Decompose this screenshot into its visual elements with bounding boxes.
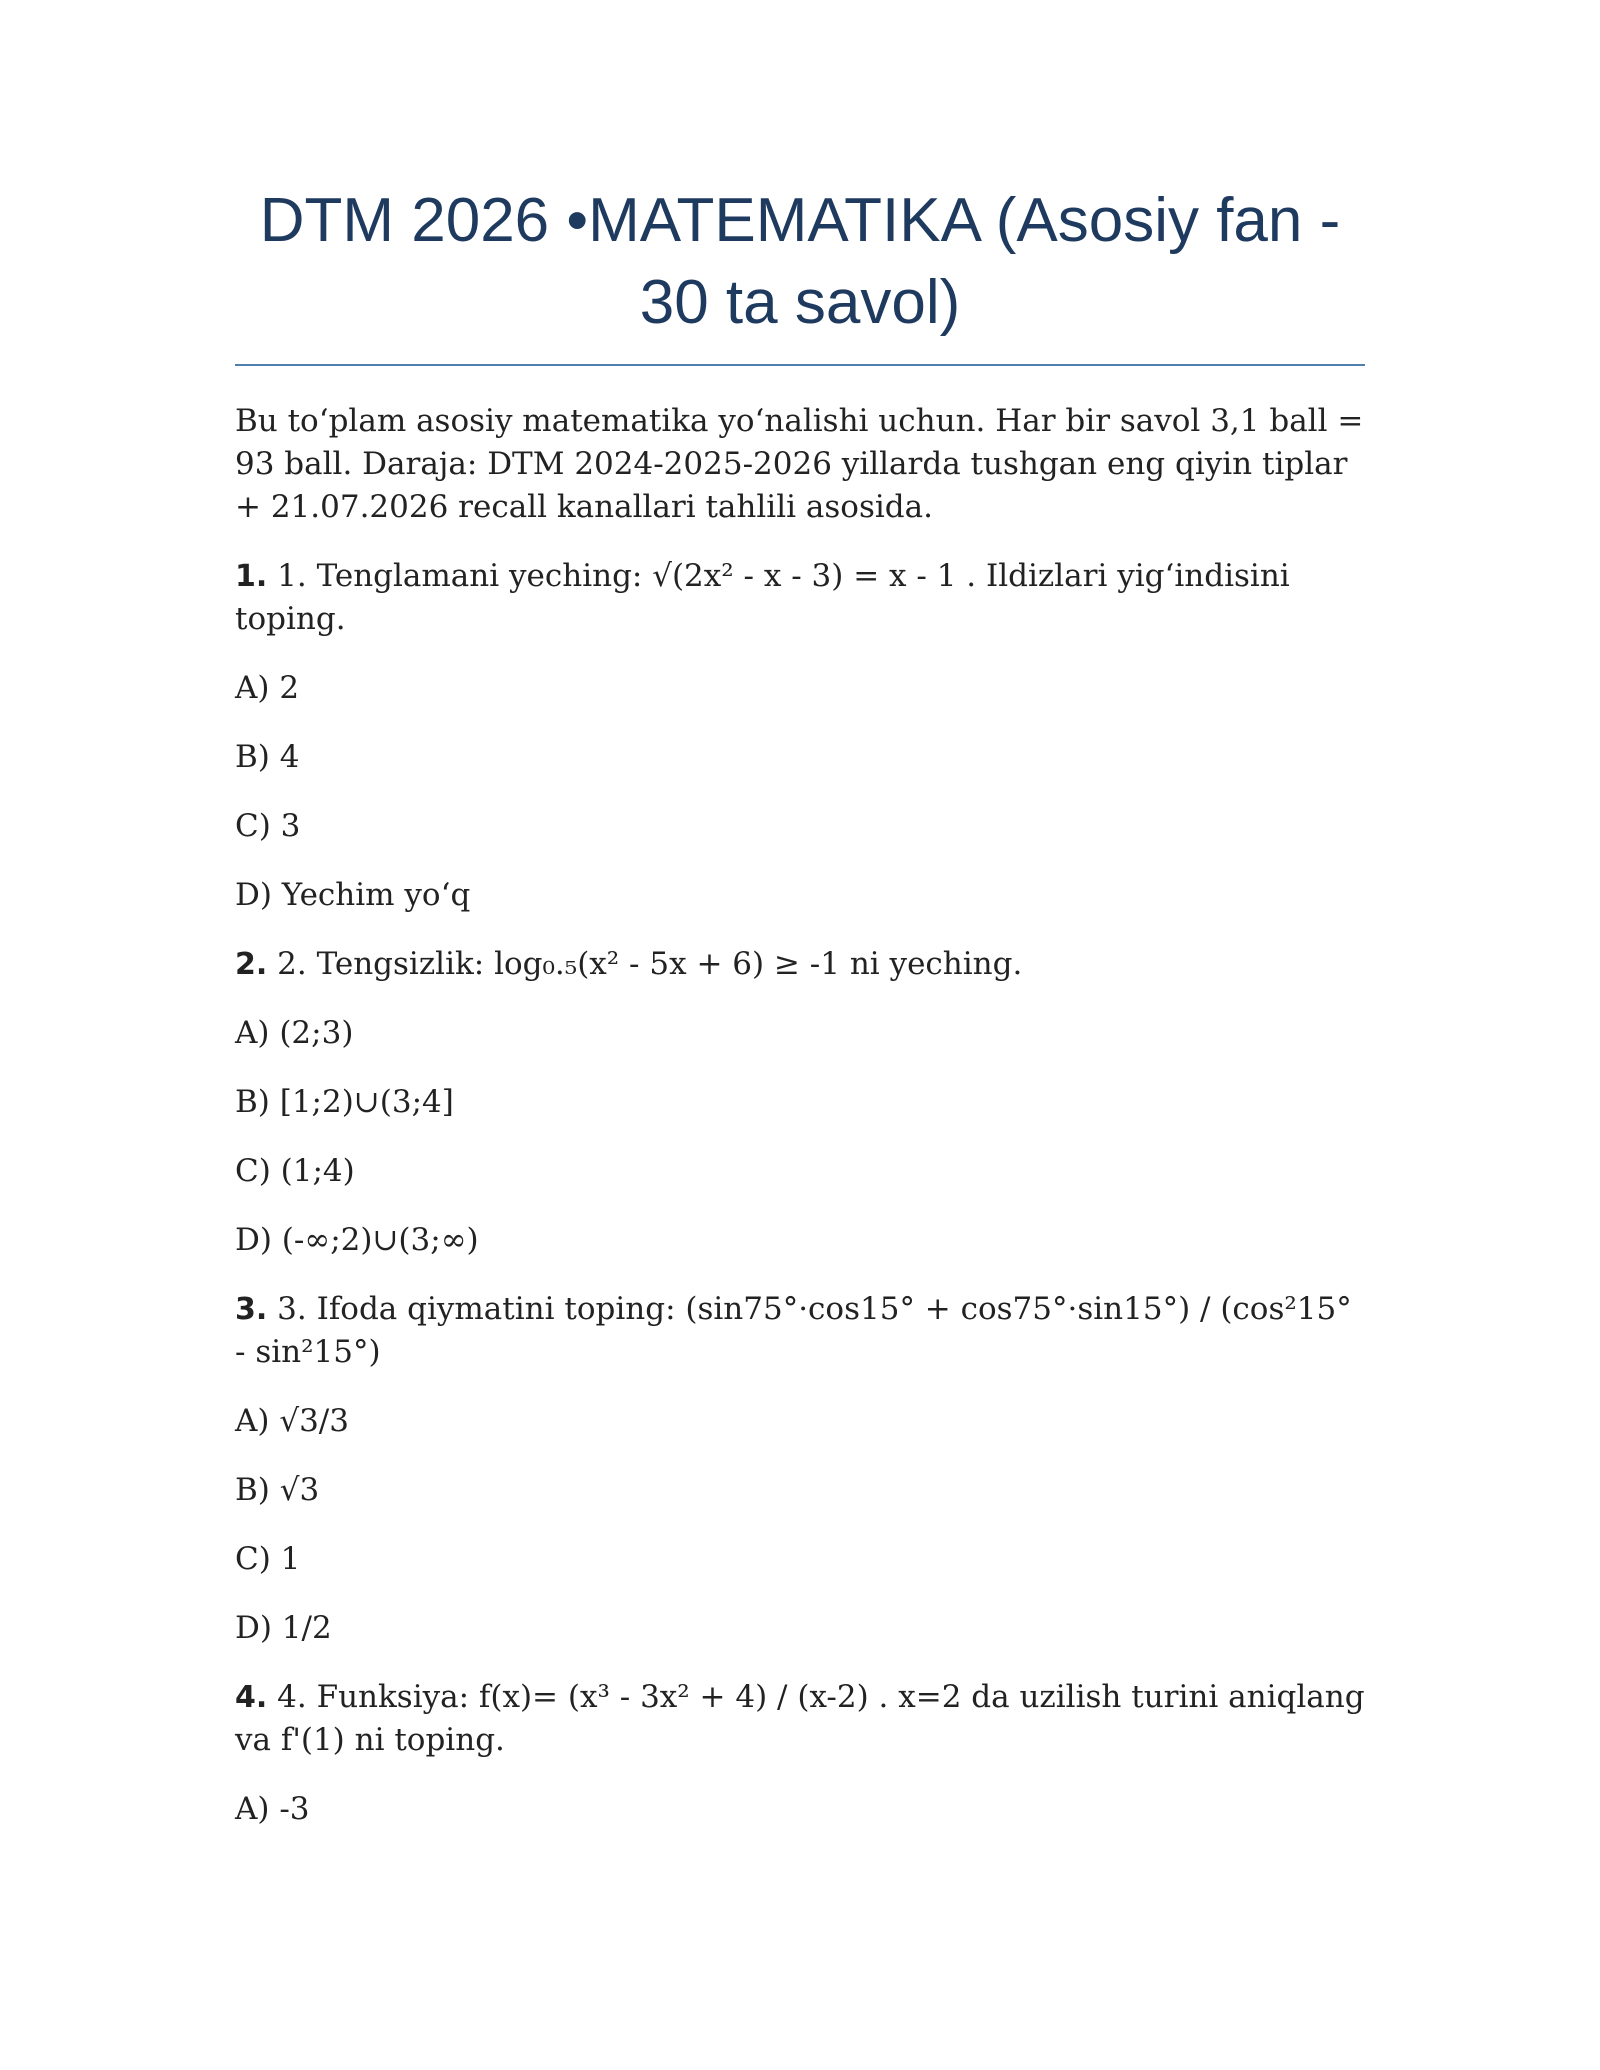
question-number: 2. [235, 947, 268, 982]
question-text [235, 555, 1365, 641]
question-2 [235, 943, 1365, 1262]
title-divider [235, 364, 1365, 366]
question-3 [235, 1288, 1365, 1650]
intro-paragraph: Bu to‘plam asosiy matematika yo‘nalishi uchun. Har bir savol 3,1 ball = 93 ball. Daraja: DTM 2024-2025-2026 yillarda tushgan eng qiyin tiplar + 21.07.2026 recall kanallari tahlili asosida. [235, 403, 1364, 525]
question-4 [235, 1676, 1365, 1831]
question-text [235, 1676, 1365, 1762]
answer-option: C) (1;4) [235, 1153, 355, 1189]
answer-option: B) 4 [235, 739, 300, 775]
question-body: 4. Funksiya: f(x)= (x³ - 3x² + 4) / (x-2) . x=2 da uzilish turini aniqlang va f'(1) ni toping. [235, 1679, 1365, 1758]
question-body: 1. Tenglamani yeching: √(2x² - x - 3) = x - 1 . Ildizlari yig‘indisini toping. [235, 558, 1290, 637]
answer-option: A) √3/3 [235, 1403, 349, 1439]
question-body: 2. Tengsizlik: log₀.₅(x² - 5x + 6) ≥ -1 ni yeching. [277, 946, 1023, 982]
question-number: 1. [235, 559, 268, 594]
answer-option: D) (-∞;2)∪(3;∞) [235, 1222, 479, 1258]
answer-option: C) 1 [235, 1541, 301, 1577]
answer-option: A) -3 [235, 1791, 310, 1827]
answer-option: D) 1/2 [235, 1610, 332, 1646]
question-body: 3. Ifoda qiymatini toping: (sin75°·cos15° + cos75°·sin15°) / (cos²15° - sin²15°) [235, 1291, 1352, 1370]
question-number: 4. [235, 1680, 268, 1715]
question-text [235, 943, 1365, 986]
question-1 [235, 555, 1365, 917]
document-title: DTM 2026 •MATEMATIKA (Asosiy fan - 30 ta savol) [259, 186, 1341, 337]
question-number: 3. [235, 1292, 268, 1327]
answer-option: C) 3 [235, 808, 301, 844]
answer-option: A) 2 [235, 670, 300, 706]
question-text [235, 1288, 1365, 1374]
answer-option: B) √3 [235, 1472, 320, 1508]
answer-option: D) Yechim yo‘q [235, 877, 471, 913]
answer-option: B) [1;2)∪(3;4] [235, 1084, 454, 1120]
document-body [235, 400, 1365, 1857]
answer-option: A) (2;3) [235, 1015, 354, 1051]
